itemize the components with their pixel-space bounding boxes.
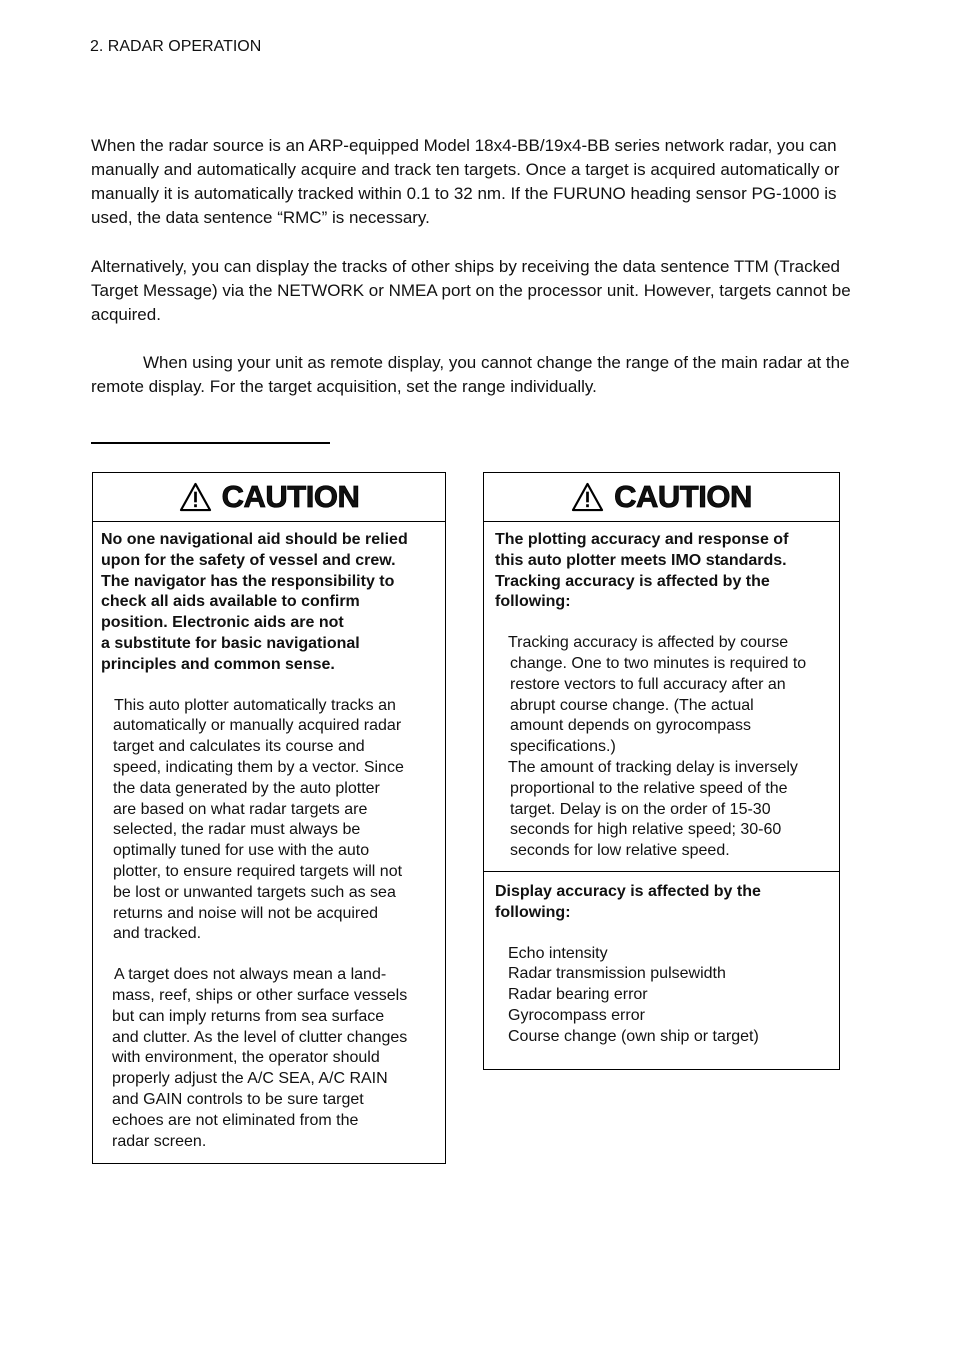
list-item: Echo intensity <box>508 944 608 962</box>
text-line: optimally tuned for use with the auto <box>113 842 370 860</box>
text-line: proportional to the relative speed of the <box>510 779 788 797</box>
text-line: principles and common sense. <box>101 655 335 673</box>
caution-box-right <box>483 472 840 1070</box>
list-item: Course change (own ship or target) <box>508 1027 759 1045</box>
caution-item <box>495 633 833 758</box>
caution-header <box>93 473 446 522</box>
text-line: position. Electronic aids are not <box>101 614 344 632</box>
text-line: seconds for high relative speed; 30-60 <box>510 821 782 839</box>
text-line: target and calculates its course and <box>113 738 365 756</box>
text-line: seconds for low relative speed. <box>510 842 730 860</box>
caution-paragraph <box>101 696 439 946</box>
text-line: restore vectors to full accuracy after an <box>510 675 786 693</box>
text-line: The plotting accuracy and response of <box>495 531 789 548</box>
text-line: This auto plotter automatically tracks an <box>114 696 396 714</box>
caution-body <box>93 522 445 1152</box>
warning-triangle-icon <box>571 482 604 512</box>
text-line: abrupt course change. (The actual <box>510 696 754 714</box>
caution-title: CAUTION <box>221 479 360 514</box>
intro-paragraph-1: When the radar source is an ARP-equipped Model 18x4-BB/19x4-BB series network radar, you can manually and automatically acquire and track ten targets. Once a target is acquired automatically or manually it is automatically tracked within 0.1 to 32 nm. If the FURUNO heading sensor PG-1000 is used, the data sentence “RMC” is necessary. <box>91 136 840 227</box>
text-line: No one navigational aid should be relied <box>101 531 408 548</box>
caution-paragraph <box>101 965 439 1152</box>
text-line: Tracking accuracy is affected by course <box>508 634 789 652</box>
intro-paragraph-2: Alternatively, you can display the tracks of other ships by receiving the data sentence TTM (Tracked Target Message) via the NETWORK or NMEA port on the processor unit. However, targets cannot be acquired. <box>91 257 851 324</box>
list-item: Gyrocompass error <box>508 1006 645 1024</box>
text-line: The navigator has the responsibility to <box>101 572 395 590</box>
note-text: When using your unit as remote display, you cannot change the range of the main radar at the remote display. For the target acquisition, set the range individually. <box>91 353 850 396</box>
text-line: the data generated by the auto plotter <box>113 779 380 797</box>
text-line: but can imply returns from sea surface <box>112 1007 385 1025</box>
text-line: and tracked. <box>113 925 202 943</box>
note-paragraph <box>91 351 851 399</box>
text-line: plotter, to ensure required targets will not <box>113 862 403 880</box>
caution-warning-text <box>101 530 439 676</box>
text-line: Display accuracy is affected by the <box>495 882 761 900</box>
text-line: target. Delay is on the order of 15-30 <box>510 800 771 818</box>
text-line: automatically or manually acquired radar <box>113 717 402 735</box>
text-line: following: <box>495 593 571 611</box>
heading-rule <box>91 442 330 444</box>
caution-item <box>495 758 833 862</box>
text-line: selected, the radar must always be <box>113 821 361 839</box>
text-line: radar screen. <box>112 1132 207 1150</box>
text-line: a substitute for basic navigational <box>101 634 360 652</box>
text-line: specifications.) <box>510 738 616 756</box>
caution-box-left <box>92 472 446 1164</box>
text-line: this auto plotter meets IMO standards. <box>495 551 787 569</box>
text-line: mass, reef, ships or other surface vessels <box>112 986 408 1004</box>
text-line: and GAIN controls to be sure target <box>112 1090 364 1108</box>
list-item: Radar bearing error <box>508 986 648 1004</box>
accuracy-factor-list <box>495 944 833 1048</box>
text-line: The amount of tracking delay is inversely <box>508 758 798 776</box>
text-line: returns and noise will not be acquired <box>113 904 379 922</box>
text-line: and clutter. As the level of clutter changes <box>112 1028 408 1046</box>
text-line: change. One to two minutes is required to <box>510 654 807 672</box>
text-line: Tracking accuracy is affected by the <box>495 572 770 590</box>
text-line: amount depends on gyrocompass <box>510 717 752 735</box>
warning-triangle-icon <box>179 482 212 512</box>
caution-body <box>484 522 839 1048</box>
text-line: are based on what radar targets are <box>113 800 368 818</box>
text-line: upon for the safety of vessel and crew. <box>101 551 396 569</box>
caution-warning-text <box>495 882 833 924</box>
text-line: following: <box>495 903 571 921</box>
text-line: A target does not always mean a land- <box>114 966 387 984</box>
text-line: speed, indicating them by a vector. Since <box>113 758 404 776</box>
caution-title: CAUTION <box>614 479 752 514</box>
section-header: 2. RADAR OPERATION <box>90 38 262 55</box>
text-line: echoes are not eliminated from the <box>112 1111 359 1129</box>
text-line: properly adjust the A/C SEA, A/C RAIN <box>112 1070 388 1088</box>
text-line: with environment, the operator should <box>112 1049 380 1067</box>
caution-header <box>484 473 839 522</box>
text-line: check all aids available to confirm <box>101 593 360 611</box>
caution-warning-text <box>495 530 833 613</box>
text-line: be lost or unwanted targets such as sea <box>113 883 396 901</box>
list-item: Radar transmission pulsewidth <box>508 965 726 983</box>
